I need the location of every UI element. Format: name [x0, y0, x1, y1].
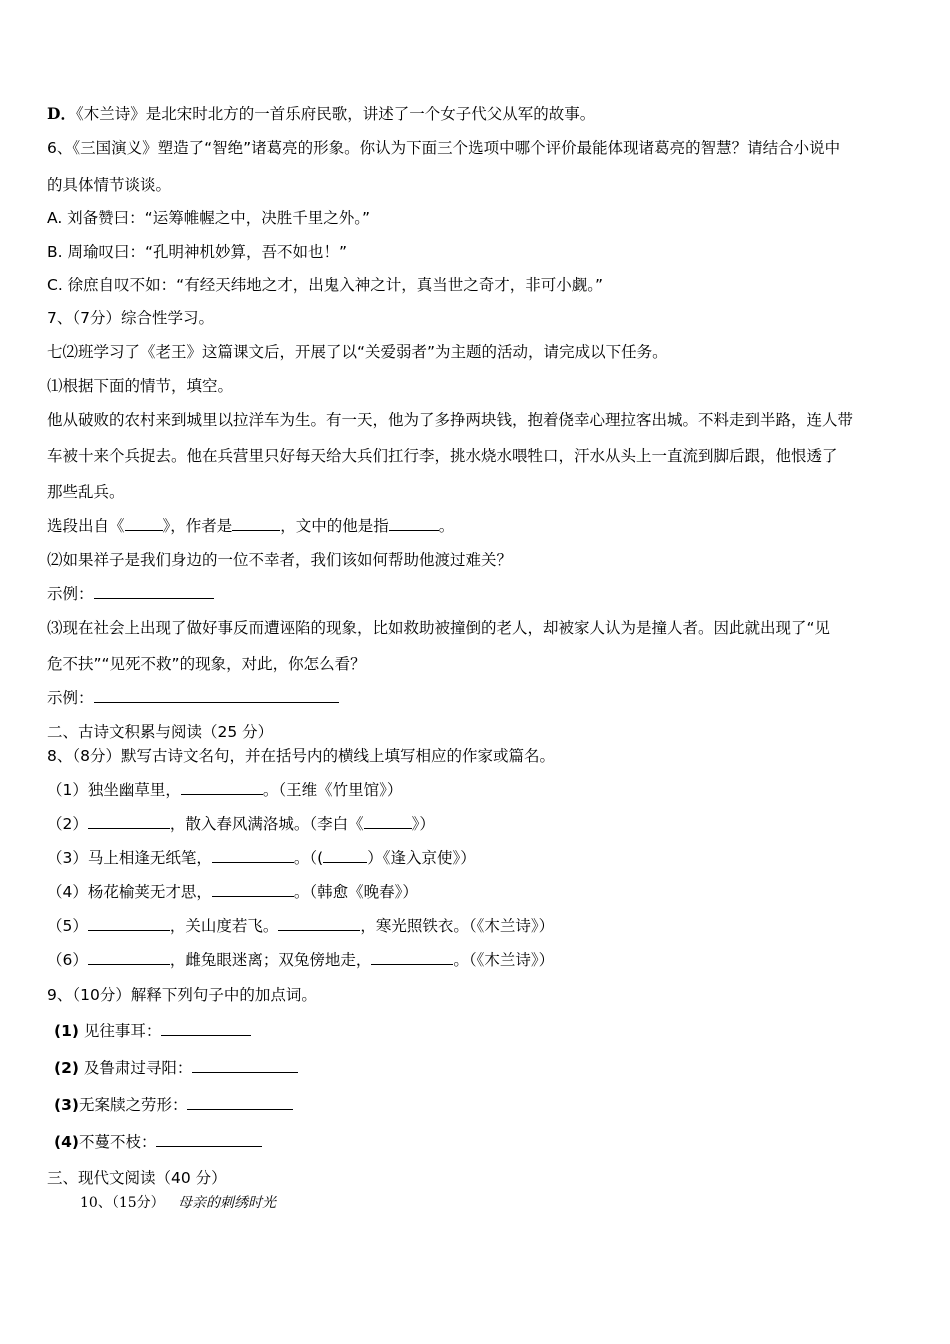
answer-blank[interactable] — [278, 916, 360, 931]
q9-heading: 9、（10分）解释下列句子中的加点词。 — [47, 986, 317, 1004]
q8-item-1 — [47, 780, 402, 800]
answer-blank[interactable] — [94, 688, 339, 703]
q-text: 。（韩愈《晚春》） — [293, 883, 418, 901]
q6-stem-line2: 的具体情节谈谈。 — [47, 176, 172, 194]
q10-heading — [80, 1193, 276, 1213]
answer-blank[interactable] — [94, 584, 214, 599]
q6-option-b: B. 周瑜叹曰：“孔明神机妙算，吾不如也！” — [47, 243, 348, 261]
q7-heading: 7、（7分）综合性学习。 — [47, 309, 214, 327]
q7-passage-line2: 车被十来个兵捉去。他在兵营里只好每天给大兵们扛行李，挑水烧水喂牲口，汗水从头上一直流到脚后跟，他恨透了 — [47, 447, 838, 465]
q7-example-2 — [47, 688, 339, 708]
section-2-heading: 二、古诗文积累与阅读（25 分） — [47, 723, 274, 741]
q7-part3-line2: 危不扶”“见死不救”的现象，对此，你怎么看？ — [47, 655, 366, 673]
fill-text: 。 — [438, 517, 455, 535]
q7-passage-line3: 那些乱兵。 — [47, 483, 125, 501]
answer-blank[interactable] — [181, 780, 263, 795]
q-text: （5） — [47, 917, 88, 935]
q-text: 。（( — [293, 849, 324, 867]
example-label: 示例： — [47, 585, 94, 603]
q-text: ，雌兔眼迷离；双兔傍地走， — [169, 951, 372, 969]
answer-blank[interactable] — [232, 516, 280, 531]
q8-item-4 — [47, 882, 418, 902]
answer-blank[interactable] — [88, 950, 170, 965]
answer-blank[interactable] — [323, 848, 367, 863]
q6-option-c: C. 徐庶自叹不如：“有经天纬地之才，出鬼入神之计，真当世之奇才，非可小觑。” — [47, 276, 603, 294]
option-letter: D． — [47, 104, 76, 123]
answer-blank[interactable] — [88, 814, 170, 829]
q10-label: 10、（15分） — [80, 1195, 165, 1211]
q-text: ，寒光照铁衣。（《木兰诗》） — [360, 917, 555, 935]
answer-blank[interactable] — [192, 1058, 298, 1073]
option-text: 《木兰诗》是北宋时北方的一首乐府民歌，讲述了一个女子代父从军的故事。 — [75, 105, 596, 123]
q10-title: 母亲的刺绣时光 — [178, 1195, 276, 1211]
q7-example-1 — [47, 584, 214, 604]
answer-blank[interactable] — [212, 882, 294, 897]
q-text: （4）杨花榆荚无才思， — [47, 883, 212, 901]
q8-heading: 8、（8分）默写古诗文名句，并在括号内的横线上填写相应的作家或篇名。 — [47, 747, 555, 765]
q-text: ，关山度若飞。 — [169, 917, 279, 935]
q7-part1: ⑴根据下面的情节，填空。 — [47, 377, 234, 395]
answer-blank[interactable] — [125, 516, 163, 531]
q-text: 》） — [411, 815, 435, 833]
q8-item-5 — [47, 916, 554, 936]
fill-text: 》，作者是 — [162, 517, 233, 535]
q-text: 。（王维《竹里馆》） — [262, 781, 403, 799]
q9-item-2 — [54, 1058, 298, 1078]
q-text: 及鲁肃过寻阳： — [83, 1059, 193, 1077]
q8-item-6 — [47, 950, 554, 970]
item-number: (2) — [54, 1059, 79, 1077]
fill-text: 选段出自《 — [47, 517, 125, 535]
q-text: 见往事耳： — [83, 1022, 162, 1040]
answer-blank[interactable] — [161, 1021, 251, 1036]
section-3-heading: 三、现代文阅读（40 分） — [47, 1169, 227, 1187]
answer-blank[interactable] — [187, 1095, 293, 1110]
example-label: 示例： — [47, 689, 94, 707]
q8-item-2 — [47, 814, 435, 834]
q6-option-a: A. 刘备赞曰：“运筹帷幄之中，决胜千里之外。” — [47, 209, 370, 227]
fill-text: ，文中的他是指 — [280, 517, 389, 535]
q-text: ，散入春风满洛城。（李白《 — [169, 815, 364, 833]
answer-blank[interactable] — [212, 848, 294, 863]
item-number: (4) — [54, 1133, 79, 1151]
q9-item-3 — [54, 1095, 293, 1115]
answer-blank[interactable] — [389, 516, 439, 531]
q7-part2: ⑵如果祥子是我们身边的一位不幸者，我们该如何帮助他渡过难关？ — [47, 551, 513, 569]
q7-fill-line — [47, 516, 454, 536]
q-text: （6） — [47, 951, 88, 969]
q9-item-4 — [54, 1132, 262, 1152]
q7-part3-line1: ⑶现在社会上出现了做好事反而遭诬陷的现象，比如救助被撞倒的老人，却被家人认为是撞人者。因此就出现了“见 — [47, 619, 831, 637]
q-text: （3）马上相逢无纸笔， — [47, 849, 212, 867]
answer-blank[interactable] — [88, 916, 170, 931]
q5-option-d — [47, 104, 595, 124]
q7-intro: 七⑵班学习了《老王》这篇课文后，开展了以“关爱弱者”为主题的活动，请完成以下任务。 — [47, 343, 668, 361]
answer-blank[interactable] — [364, 814, 412, 829]
q8-item-3 — [47, 848, 476, 868]
q-text: 。（《木兰诗》） — [453, 951, 555, 969]
q-text: 不蔓不枝： — [78, 1133, 157, 1151]
answer-blank[interactable] — [371, 950, 453, 965]
item-number: (1) — [54, 1022, 79, 1040]
q7-passage-line1: 他从破败的农村来到城里以拉洋车为生。有一天，他为了多挣两块钱，抱着侥幸心理拉客出城。不料走到半路，连人带 — [47, 411, 854, 429]
q9-item-1 — [54, 1021, 251, 1041]
q-text: ）《逢入京使》） — [367, 849, 476, 867]
q6-stem-line1: 6、《三国演义》塑造了“智绝”诸葛亮的形象。你认为下面三个选项中哪个评价最能体现诸葛亮的智慧？请结合小说中 — [47, 139, 841, 157]
item-number: (3) — [54, 1096, 79, 1114]
q-text: （1）独坐幽草里， — [47, 781, 181, 799]
q-text: 无案牍之劳形： — [78, 1096, 188, 1114]
answer-blank[interactable] — [156, 1132, 262, 1147]
q-text: （2） — [47, 815, 88, 833]
